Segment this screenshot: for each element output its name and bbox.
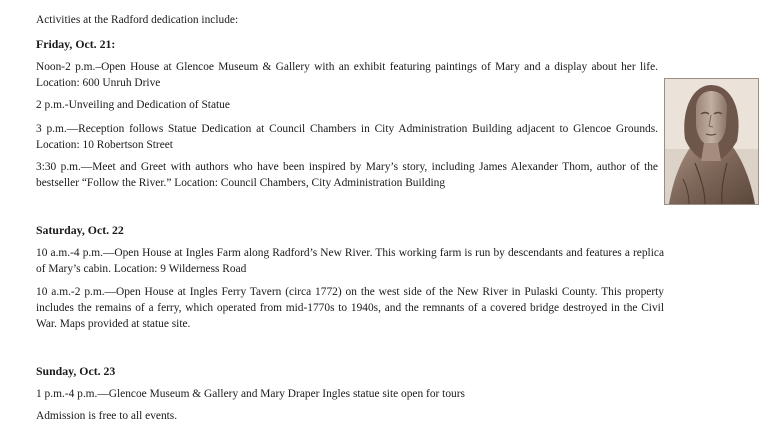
intro-text: Activities at the Radford dedication include: bbox=[36, 14, 239, 26]
friday-heading: Friday, Oct. 21: bbox=[36, 37, 116, 51]
saturday-heading: Saturday, Oct. 22 bbox=[36, 223, 124, 237]
friday-item-2: 2 p.m.-Unveiling and Dedication of Statue bbox=[36, 99, 230, 111]
friday-item-3: 3 p.m.—Reception follows Statue Dedication at Council Chambers in City Administration Building adjacent to Glencoe Grounds. Location: 10 Robertson Street bbox=[36, 123, 658, 151]
friday-item-4: 3:30 p.m.—Meet and Greet with authors who have been inspired by Mary’s story, including James Alexander Thom, author of the bestseller “Follow the River.” Location: Council Chambers, City Administration Building bbox=[36, 161, 658, 189]
statue-photo bbox=[664, 78, 759, 205]
statue-illustration bbox=[665, 79, 758, 204]
sunday-heading: Sunday, Oct. 23 bbox=[36, 364, 116, 378]
admission-note: Admission is free to all events. bbox=[36, 410, 178, 422]
friday-item-1: Noon-2 p.m.–Open House at Glencoe Museum & Gallery with an exhibit featuring paintings of Mary and a display about her life. Location: 600 Unruh Drive bbox=[36, 61, 658, 89]
sunday-item-1: 1 p.m.-4 p.m.—Glencoe Museum & Gallery and Mary Draper Ingles statue site open for tours bbox=[36, 388, 465, 400]
saturday-item-2: 10 a.m.-2 p.m.—Open House at Ingles Ferry Tavern (circa 1772) on the west side of the New River in Pulaski County. This property includes the remains of a ferry, which operated from mid-1770s to 1940s, and the remnants of a covered bridge destroyed in the Civil War. Maps provided at statue site. bbox=[36, 286, 664, 330]
saturday-item-1: 10 a.m.-4 p.m.—Open House at Ingles Farm along Radford’s New River. This working farm is run by descendants and features a replica of Mary’s cabin. Location: 9 Wilderness Road bbox=[36, 247, 664, 275]
